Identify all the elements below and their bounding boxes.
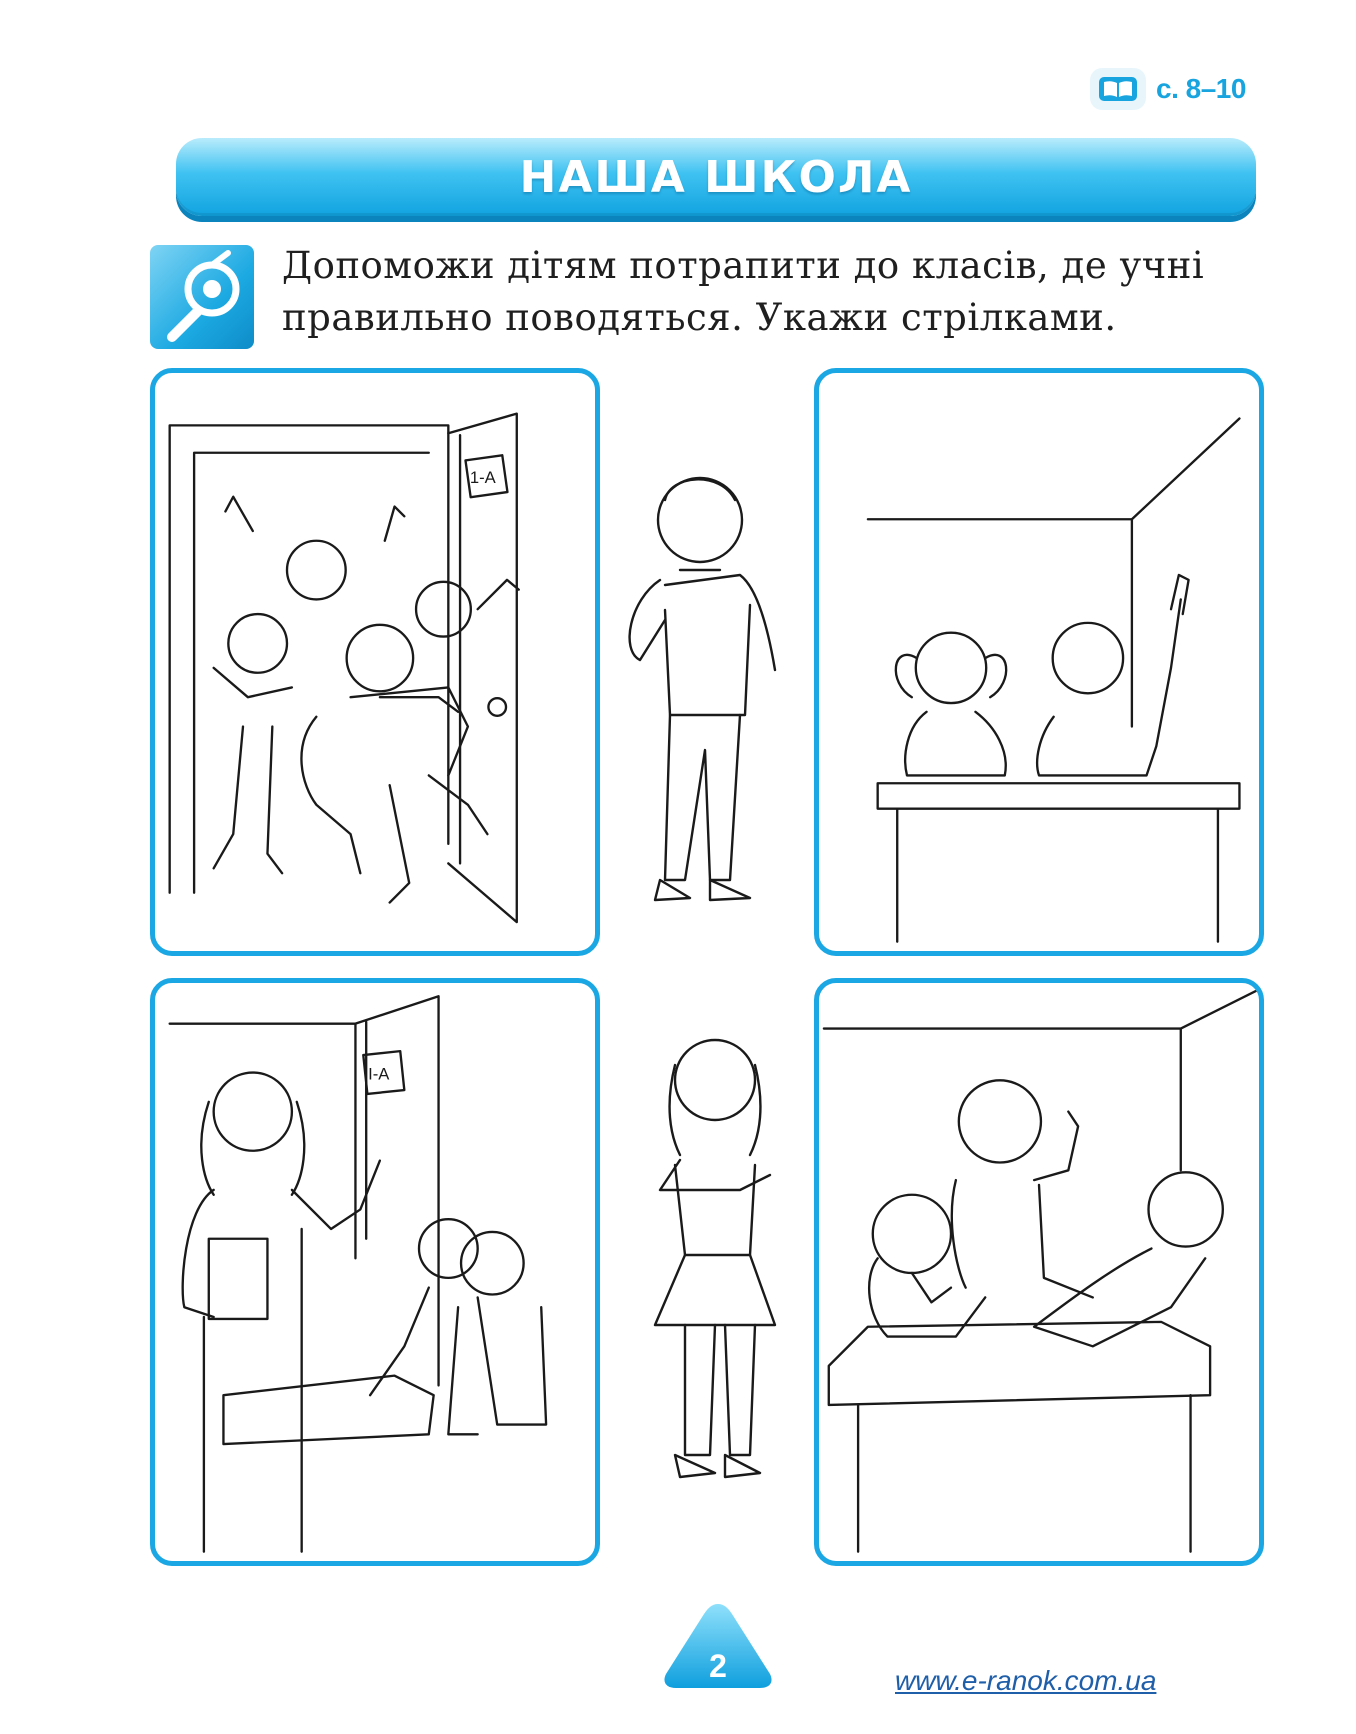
pencil-task-icon xyxy=(150,245,254,349)
illustration-chatting xyxy=(819,983,1259,1561)
door-sign-i-a: І-А xyxy=(368,1064,390,1084)
panel-children-raising-hand[interactable] xyxy=(814,368,1264,956)
open-book-icon xyxy=(1090,68,1146,110)
page-number: 2 xyxy=(709,1648,727,1684)
boy-raising-hand xyxy=(1037,575,1188,775)
door-sign-1a: 1-А xyxy=(469,468,496,488)
girl-laughing xyxy=(869,1195,985,1337)
girl-with-pigtails xyxy=(896,633,1006,776)
illustration-raising-hand xyxy=(819,373,1259,951)
panel-children-chatting-at-desk[interactable] xyxy=(814,978,1264,1566)
pushing-children-group xyxy=(214,497,519,903)
page-ref-text: с. 8–10 xyxy=(1156,73,1246,104)
title-banner xyxy=(176,138,1256,216)
task-instruction: Допоможи дітям потрапити до класів, де учні правильно поводяться. Укажи стрілками. xyxy=(282,244,1205,339)
illustration-boy xyxy=(610,460,790,940)
illustration-teacher xyxy=(155,983,595,1561)
illustration-children-pushing xyxy=(155,373,595,951)
children-in-line xyxy=(370,1219,546,1434)
publisher-website-link[interactable]: www.e-ranok.com.ua xyxy=(895,1665,1157,1696)
figure-girl-crossed-arms[interactable] xyxy=(630,1015,790,1525)
page-title: НАША ШКОЛА xyxy=(519,151,913,203)
illustration-girl xyxy=(630,1015,790,1525)
figure-thoughtful-boy[interactable] xyxy=(610,460,790,940)
page-reference xyxy=(1090,68,1246,110)
boy-turning xyxy=(1034,1172,1223,1346)
girl-pointing xyxy=(952,1080,1093,1297)
panel-children-pushing-at-door[interactable] xyxy=(150,368,600,956)
teacher-figure xyxy=(183,1073,380,1552)
panel-teacher-greeting-children[interactable] xyxy=(150,978,600,1566)
